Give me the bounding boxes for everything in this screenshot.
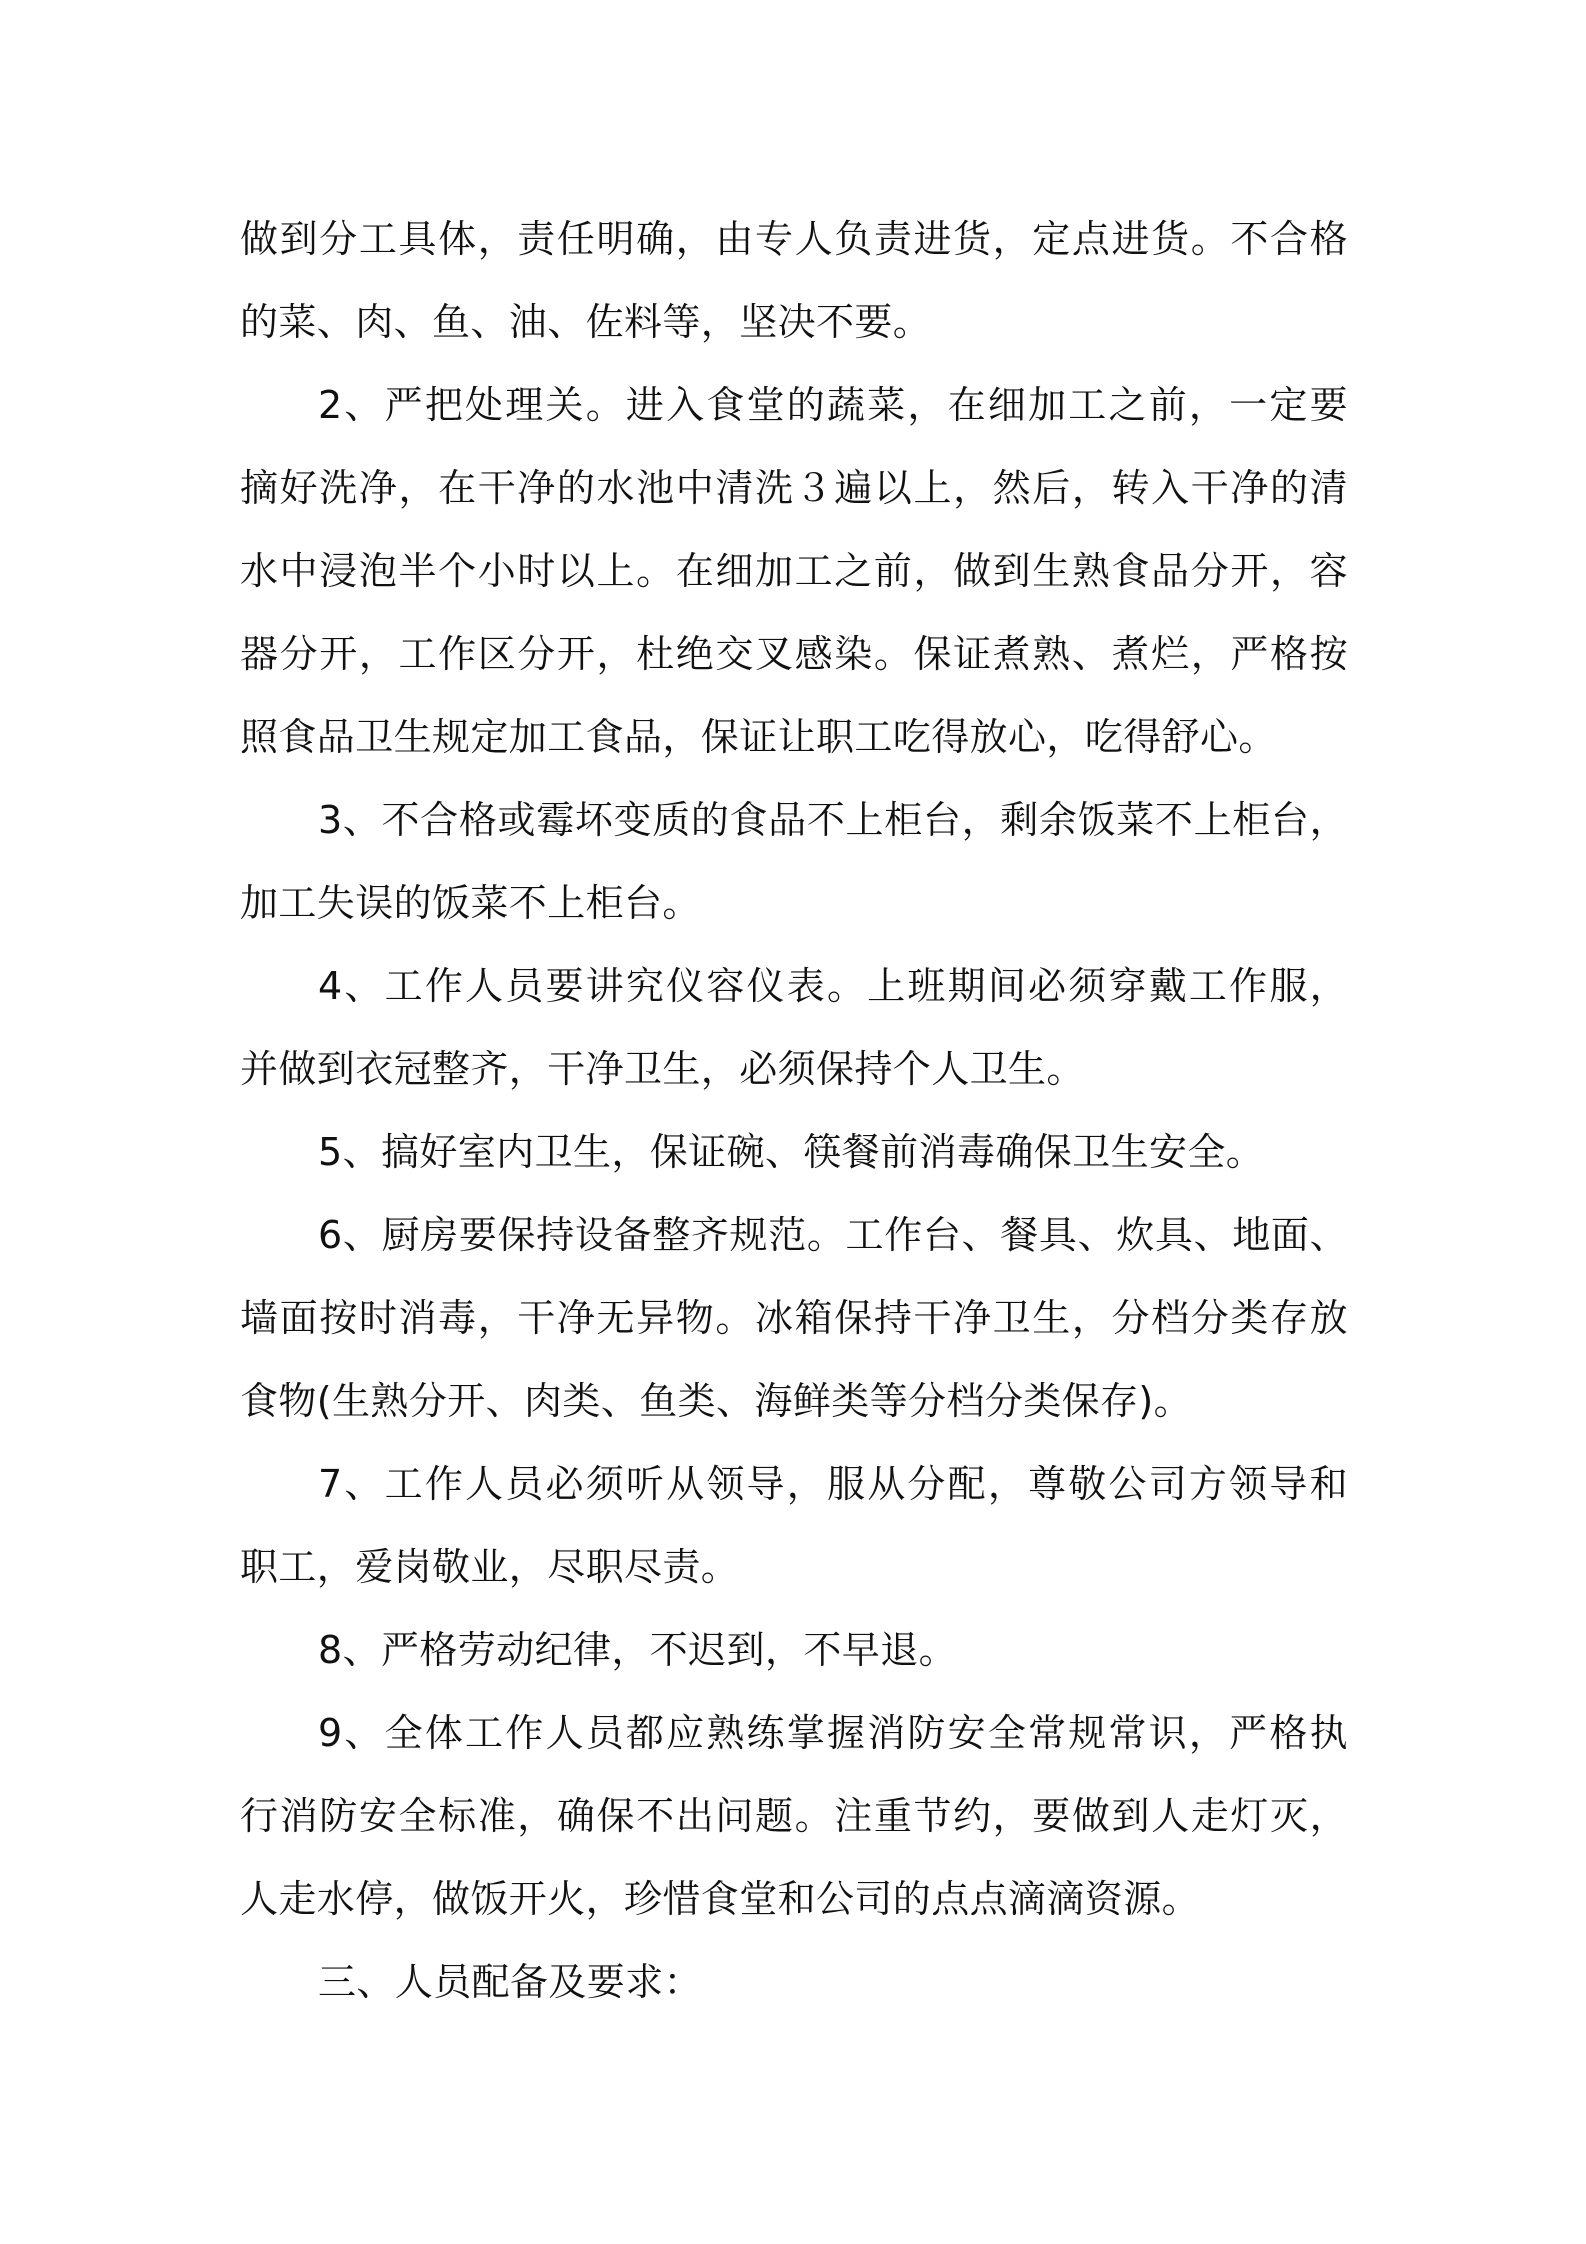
text-line: 5、搞好室内卫生，保证碗、筷餐前消毒确保卫生安全。 <box>318 1130 1265 1174</box>
paragraph-item-7 <box>240 1443 1348 1609</box>
text-line: 加工失误的饭菜不上柜台。 <box>240 881 701 925</box>
text-line: 6、厨房要保持设备整齐规范。工作台、餐具、炊具、地面、 <box>318 1213 1348 1257</box>
text-line: 水中浸泡半个小时以上。在细加工之前，做到生熟食品分开，容 <box>240 549 1348 593</box>
paragraph-item-9 <box>240 1692 1348 1941</box>
document-body <box>240 198 1348 2024</box>
text-line: 7、工作人员必须听从领导，服从分配，尊敬公司方领导和 <box>318 1462 1348 1506</box>
paragraph-item-4 <box>240 945 1348 1111</box>
text-line: 墙面按时消毒，干净无异物。冰箱保持干净卫生，分档分类存放 <box>240 1296 1348 1340</box>
section-heading-3 <box>240 1941 1348 2024</box>
text-line: 食物(生熟分开、肉类、鱼类、海鲜类等分档分类保存)。 <box>240 1379 1193 1423</box>
text-line: 3、不合格或霉坏变质的食品不上柜台，剩余饭菜不上柜台， <box>318 798 1348 842</box>
paragraph-item-2 <box>240 364 1348 779</box>
text-line: 8、严格劳动纪律，不迟到，不早退。 <box>318 1628 957 1672</box>
paragraph-item-5 <box>240 1111 1348 1194</box>
text-line: 行消防安全标准，确保不出问题。注重节约，要做到人走灯灭， <box>240 1794 1348 1838</box>
text-line: 器分开，工作区分开，杜绝交叉感染。保证煮熟、煮烂，严格按 <box>240 632 1348 676</box>
paragraph-item-3 <box>240 779 1348 945</box>
text-line: 9、全体工作人员都应熟练掌握消防安全常规常识，严格执 <box>318 1711 1348 1755</box>
text-line: 人走水停，做饭开火，珍惜食堂和公司的点点滴滴资源。 <box>240 1877 1201 1921</box>
text-line: 2、严把处理关。进入食堂的蔬菜，在细加工之前，一定要 <box>318 383 1348 427</box>
paragraph-intro-continuation <box>240 198 1348 364</box>
text-line: 职工，爱岗敬业，尽职尽责。 <box>240 1545 740 1589</box>
text-line: 做到分工具体，责任明确，由专人负责进货，定点进货。不合格 <box>240 217 1348 261</box>
paragraph-item-6 <box>240 1194 1348 1443</box>
text-line: 照食品卫生规定加工食品，保证让职工吃得放心，吃得舒心。 <box>240 715 1277 759</box>
text-line: 4、工作人员要讲究仪容仪表。上班期间必须穿戴工作服， <box>318 964 1348 1008</box>
text-line: 摘好洗净，在干净的水池中清洗３遍以上，然后，转入干净的清 <box>240 466 1348 510</box>
section-heading-text: 三、人员配备及要求： <box>318 1960 703 2004</box>
text-line: 的菜、肉、鱼、油、佐料等，坚决不要。 <box>240 300 932 344</box>
text-line: 并做到衣冠整齐，干净卫生，必须保持个人卫生。 <box>240 1047 1085 1091</box>
paragraph-item-8 <box>240 1609 1348 1692</box>
